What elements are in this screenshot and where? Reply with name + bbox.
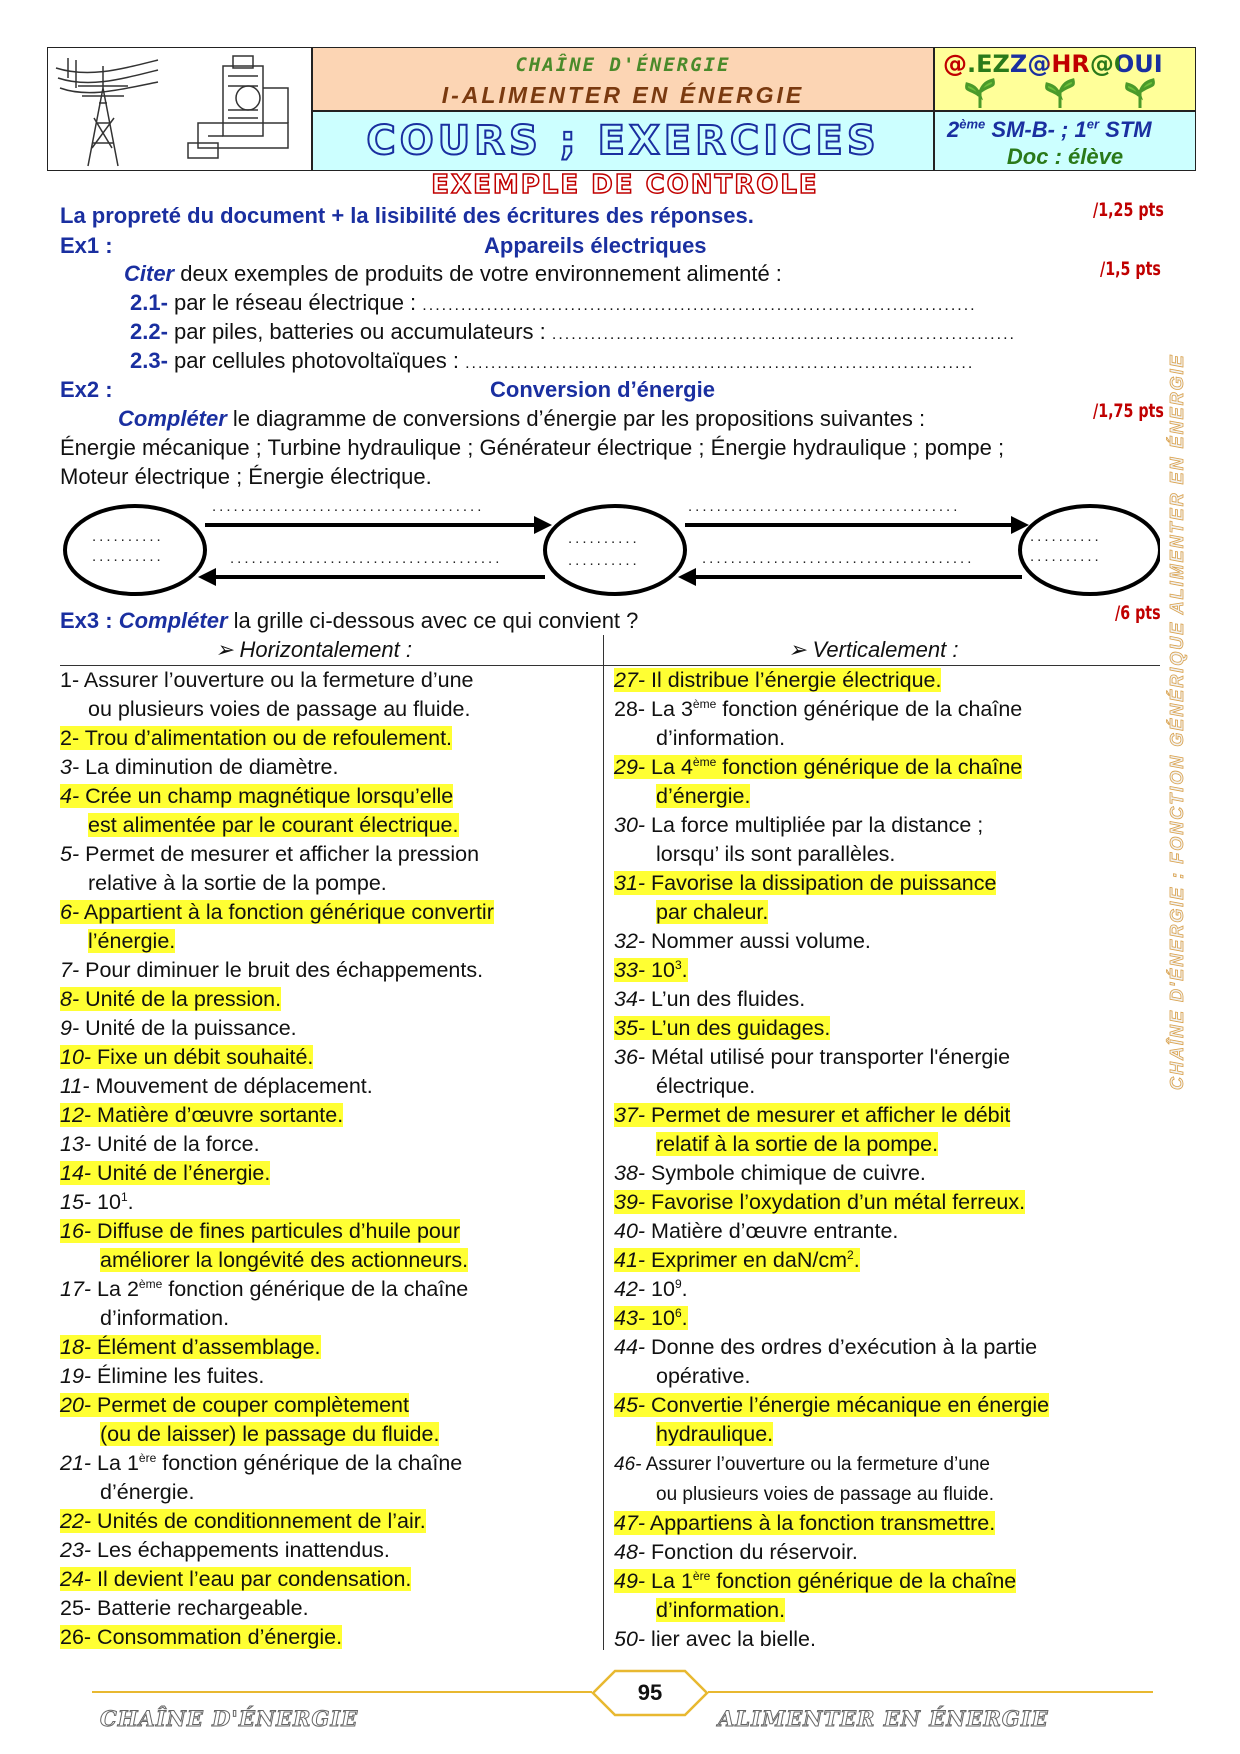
clue-text: Fonction du réservoir. xyxy=(645,1540,858,1564)
clue-number: 36- xyxy=(614,1045,646,1069)
clue-number: 16- xyxy=(60,1219,92,1243)
clue-item xyxy=(614,1188,1159,1217)
clue-superscript: 2 xyxy=(847,1247,854,1262)
clue-text-continued: électrique. xyxy=(656,1074,756,1098)
clue-item xyxy=(60,898,600,956)
clue-text: Il distribue l’énergie électrique. xyxy=(645,668,942,692)
doc-type: Doc : élève xyxy=(1006,144,1124,169)
clue-number: 41- xyxy=(614,1248,646,1272)
clue-text: Mouvement de déplacement. xyxy=(89,1074,373,1098)
header-illustration xyxy=(47,47,312,171)
clue-text-tail: . xyxy=(681,958,688,982)
clue-text-continued: d’énergie. xyxy=(656,784,751,808)
header-banner: COURS ; EXERCICES xyxy=(366,118,880,164)
clue-number: 26- xyxy=(60,1625,92,1649)
clue-item xyxy=(614,1304,1159,1333)
clue-number: 18- xyxy=(60,1335,92,1359)
clue-text: Consommation d’énergie. xyxy=(91,1625,343,1649)
clue-superscript: ème xyxy=(692,754,717,769)
footer-rule-right xyxy=(708,1691,1153,1693)
clue-text-tail: fonction générique de la chaîne xyxy=(716,755,1023,779)
ex2-propositions-1: Énergie mécanique ; Turbine hydraulique ; Générateur électrique ; Énergie hydraulique ; pompe ; xyxy=(60,435,1005,460)
clue-text: lier avec la bielle. xyxy=(645,1627,816,1651)
clue-number: 43- xyxy=(614,1306,646,1330)
clue-text-tail: . xyxy=(853,1248,860,1272)
answer-field[interactable]: ........................................................................ xyxy=(551,326,1016,343)
clue-text-continued: améliorer la longévité des actionneurs. xyxy=(100,1248,469,1272)
answer-field[interactable]: ...................................................................................... xyxy=(422,297,977,314)
clue-text-continued: relative à la sortie de la pompe. xyxy=(88,871,387,895)
clue-item xyxy=(60,1188,600,1217)
clue-number: 49- xyxy=(614,1569,646,1593)
clue-text: Assurer l’ouverture ou la fermeture d’une xyxy=(79,668,474,692)
answer-field[interactable]: ...................................... xyxy=(702,550,975,567)
clue-number: 25- xyxy=(60,1596,92,1620)
clue-text: Permet de couper complètement xyxy=(91,1393,409,1417)
clue-number: 19- xyxy=(60,1364,92,1388)
clue-number: 33- xyxy=(614,958,646,982)
clue-text-continued: relatif à la sortie de la pompe. xyxy=(656,1132,939,1156)
clue-text: Favorise la dissipation de puissance xyxy=(645,871,997,895)
clue-number: 20- xyxy=(60,1393,92,1417)
clue-superscript: 6 xyxy=(674,1305,682,1320)
clue-text-continued: d’information. xyxy=(656,1598,786,1622)
clue-text-continued: ou plusieurs voies de passage au fluide. xyxy=(656,1484,995,1505)
clue-number: 38- xyxy=(614,1161,646,1185)
ex3-points: /6 pts xyxy=(1115,602,1161,624)
clue-number: 30- xyxy=(614,813,646,837)
clue-number: 23- xyxy=(60,1538,92,1562)
clue-superscript: ème xyxy=(692,696,717,711)
clue-text: Élimine les fuites. xyxy=(91,1364,265,1388)
pylon-and-pump-illustration xyxy=(48,48,311,170)
clue-text-continued: d’énergie. xyxy=(100,1480,195,1504)
clue-superscript: ème xyxy=(138,1276,163,1291)
clue-text: Exprimer en daN/cm xyxy=(645,1248,847,1272)
clue-text: Les échappements inattendus. xyxy=(91,1538,390,1562)
answer-field[interactable]: .......... xyxy=(568,530,640,547)
header-author-cell xyxy=(934,47,1196,111)
answer-field[interactable]: ............................................................................... xyxy=(465,355,975,372)
clue-text: Unité de la puissance. xyxy=(79,1016,297,1040)
clue-number: 48- xyxy=(614,1540,646,1564)
clue-text-tail: . xyxy=(681,1306,688,1330)
ex1-item-3: 2.3- par cellules photovoltaïques : ............................................................................... xyxy=(130,348,975,373)
clue-item xyxy=(614,1217,1159,1246)
clue-number: 1- xyxy=(60,668,80,692)
ex2-points: /1,75 pts xyxy=(1093,400,1164,422)
clue-superscript: 1 xyxy=(120,1189,128,1204)
clue-text-tail: . xyxy=(681,1277,688,1301)
clue-item xyxy=(60,1536,600,1565)
clue-text: Favorise l’oxydation d’un métal ferreux. xyxy=(645,1190,1026,1214)
clue-item xyxy=(60,1391,600,1449)
clue-text-tail: . xyxy=(127,1190,134,1214)
clue-text-continued: ou plusieurs voies de passage au fluide. xyxy=(88,697,471,721)
clue-text-continued: est alimentée par le courant électrique. xyxy=(88,813,459,837)
clue-text: Trou d’alimentation ou de refoulement. xyxy=(79,726,453,750)
clue-text-continued: d’information. xyxy=(656,726,786,750)
author-logo xyxy=(943,50,1163,78)
clue-item xyxy=(60,1217,600,1275)
clue-number: 50- xyxy=(614,1627,646,1651)
section-title: EXEMPLE DE CONTROLE xyxy=(431,170,819,200)
horizontal-clues xyxy=(60,666,600,1652)
clue-text-continued: l’énergie. xyxy=(88,929,176,953)
clue-superscript: 3 xyxy=(674,957,682,972)
clue-item xyxy=(614,1159,1159,1188)
header-banner-cell xyxy=(312,111,934,171)
clue-item xyxy=(60,1101,600,1130)
clue-text-continued: d’information. xyxy=(100,1306,230,1330)
clue-text-tail: fonction générique de la chaîne xyxy=(156,1451,463,1475)
clue-item xyxy=(614,985,1159,1014)
clue-number: 35- xyxy=(614,1016,646,1040)
clue-number: 39- xyxy=(614,1190,646,1214)
clue-text-tail: fonction générique de la chaîne xyxy=(716,697,1023,721)
clue-item xyxy=(60,956,600,985)
clue-number: 11- xyxy=(60,1074,90,1098)
clue-number: 47- xyxy=(614,1511,646,1535)
clue-text: La force multipliée par la distance ; xyxy=(645,813,984,837)
horizontal-title: ➢ Horizontalement : xyxy=(215,637,412,662)
clue-text: Il devient l’eau par condensation. xyxy=(91,1567,412,1591)
clue-item xyxy=(614,1333,1159,1391)
answer-field[interactable]: ...................................... xyxy=(230,550,503,567)
clue-number: 22- xyxy=(60,1509,92,1533)
clue-number: 31- xyxy=(614,871,646,895)
clue-item xyxy=(60,1362,600,1391)
clue-number: 14- xyxy=(60,1161,92,1185)
clue-text: L’un des guidages. xyxy=(645,1016,831,1040)
clue-item xyxy=(614,956,1159,985)
ex1-instruction: Citer deux exemples de produits de votre environnement alimenté : xyxy=(124,261,782,286)
grid-column-divider xyxy=(603,635,604,1650)
clue-item xyxy=(614,1101,1159,1159)
answer-field[interactable]: .......... xyxy=(1030,548,1102,565)
clue-text: La 1 xyxy=(645,1569,693,1593)
ex2-title: Conversion d’énergie xyxy=(490,377,715,402)
clue-text-continued: lorsqu’ ils sont parallèles. xyxy=(656,842,896,866)
clue-number: 7- xyxy=(60,958,80,982)
answer-field[interactable]: ...................................... xyxy=(688,498,961,515)
clue-superscript: ère xyxy=(138,1450,157,1465)
clue-item xyxy=(60,782,600,840)
clue-item xyxy=(614,1043,1159,1101)
clue-text: Métal utilisé pour transporter l'énergie xyxy=(645,1045,1011,1069)
clue-item xyxy=(60,666,600,724)
clue-item xyxy=(60,1623,600,1652)
clue-text-tail: fonction générique de la chaîne xyxy=(162,1277,469,1301)
clue-item xyxy=(60,1594,600,1623)
clue-text: La 2 xyxy=(91,1277,139,1301)
clue-text: Donne des ordres d’exécution à la partie xyxy=(645,1335,1038,1359)
clue-number: 46- xyxy=(614,1454,642,1475)
answer-field[interactable]: .......... xyxy=(92,528,164,545)
footer-right: ALIMENTER EN ÉNERGIE xyxy=(718,1706,1049,1731)
vertical-clues xyxy=(614,666,1159,1654)
clue-number: 24- xyxy=(60,1567,92,1591)
clue-item xyxy=(60,1159,600,1188)
clue-number: 6- xyxy=(60,900,80,924)
clue-text: Appartiens à la fonction transmettre. xyxy=(645,1511,996,1535)
header-chapter: CHAÎNE D'ÉNERGIE xyxy=(515,54,731,76)
page-number: 95 xyxy=(637,1680,663,1705)
clue-text: Unité de la pression. xyxy=(79,987,282,1011)
answer-field[interactable]: .......... xyxy=(92,548,164,565)
clue-item xyxy=(60,1072,600,1101)
clue-text: La diminution de diamètre. xyxy=(79,755,339,779)
clue-item xyxy=(614,1625,1159,1654)
clue-item xyxy=(614,1509,1159,1538)
clue-item xyxy=(60,1333,600,1362)
class-level: 2ème SM-B- ; 1er STM xyxy=(947,116,1152,142)
clue-text: Nommer aussi volume. xyxy=(645,929,871,953)
ex1-points: /1,5 pts xyxy=(1100,258,1161,280)
clue-text: Diffuse de fines particules d’huile pour xyxy=(91,1219,460,1243)
clue-item xyxy=(60,1565,600,1594)
clue-item xyxy=(614,1567,1159,1625)
clue-number: 32- xyxy=(614,929,646,953)
clue-text: Fixe un débit souhaité. xyxy=(91,1045,314,1069)
clue-number: 34- xyxy=(614,987,646,1011)
clue-item xyxy=(60,1130,600,1159)
clue-item xyxy=(614,927,1159,956)
clue-superscript: 9 xyxy=(674,1276,682,1291)
clue-item xyxy=(60,753,600,782)
clue-text: Unités de conditionnement de l’air. xyxy=(91,1509,426,1533)
clue-text-continued: opérative. xyxy=(656,1364,751,1388)
clue-item xyxy=(614,1391,1159,1449)
clue-number: 4- xyxy=(60,784,80,808)
clue-number: 45- xyxy=(614,1393,646,1417)
flower-icons xyxy=(945,78,1185,110)
ex1-item-1: 2.1- par le réseau électrique : ...................................................................................... xyxy=(130,290,977,315)
clue-text: La 4 xyxy=(645,755,693,779)
clue-text: 10 xyxy=(645,1306,675,1330)
clue-text: Convertie l’énergie mécanique en énergie xyxy=(645,1393,1050,1417)
answer-field[interactable]: .......... xyxy=(568,552,640,569)
clue-text: 10 xyxy=(91,1190,121,1214)
clue-number: 9- xyxy=(60,1016,80,1040)
clue-text: Unité de l’énergie. xyxy=(91,1161,271,1185)
clue-item xyxy=(614,869,1159,927)
clue-text: Assurer l’ouverture ou la fermeture d’une xyxy=(641,1454,990,1475)
header-subtitle: I-ALIMENTER EN ÉNERGIE xyxy=(441,82,805,108)
clue-item xyxy=(60,840,600,898)
clue-text-continued: hydraulique. xyxy=(656,1422,774,1446)
ex2-instruction: Compléter le diagramme de conversions d’énergie par les propositions suivantes : xyxy=(118,406,926,431)
clue-text-continued: (ou de laisser) le passage du fluide. xyxy=(100,1422,440,1446)
clue-item xyxy=(60,1275,600,1333)
clue-number: 44- xyxy=(614,1335,646,1359)
header-chapter-cell xyxy=(312,47,934,111)
clue-item xyxy=(60,1449,600,1507)
clue-number: 15- xyxy=(60,1190,92,1214)
ex1-title: Appareils électriques xyxy=(484,233,707,258)
vertical-title: ➢ Verticalement : xyxy=(788,637,959,662)
clue-number: 5- xyxy=(60,842,80,866)
clue-text: 10 xyxy=(645,958,675,982)
clue-item xyxy=(614,666,1159,695)
clue-text: La 1 xyxy=(91,1451,139,1475)
clue-text-continued: par chaleur. xyxy=(656,900,769,924)
clue-number: 40- xyxy=(614,1219,646,1243)
side-text: CHAÎNE D'ÉNERGIE : FONCTION GÉNÉRIQUE ALIMENTER EN ÉNERGIE xyxy=(1167,353,1187,1090)
clue-item xyxy=(614,811,1159,869)
clue-item xyxy=(60,724,600,753)
answer-field[interactable]: ...................................... xyxy=(212,498,485,515)
clue-number: 42- xyxy=(614,1277,646,1301)
clue-text-tail: fonction générique de la chaîne xyxy=(710,1569,1017,1593)
ex1-label: Ex1 : xyxy=(60,233,113,258)
author-name: @.EZZ@HR@OUI xyxy=(943,50,1163,78)
diagram-node-middle xyxy=(545,506,685,594)
answer-field[interactable]: .......... xyxy=(1030,528,1102,545)
clue-item xyxy=(60,1507,600,1536)
clue-number: 37- xyxy=(614,1103,646,1127)
clue-item xyxy=(614,1275,1159,1304)
intro-text: La propreté du document + la lisibilité des écritures des réponses. xyxy=(60,203,754,228)
clue-text: Pour diminuer le bruit des échappements. xyxy=(79,958,484,982)
clue-item xyxy=(614,1538,1159,1567)
footer-rule-left xyxy=(92,1691,592,1693)
clue-number: 21- xyxy=(60,1451,92,1475)
clue-text: Batterie rechargeable. xyxy=(91,1596,309,1620)
clue-text: Permet de mesurer et afficher la pression xyxy=(79,842,480,866)
clue-number: 27- xyxy=(614,668,646,692)
ex2-propositions-2: Moteur électrique ; Énergie électrique. xyxy=(60,464,432,489)
clue-number: 10- xyxy=(60,1045,92,1069)
clue-item xyxy=(60,1043,600,1072)
clue-number: 8- xyxy=(60,987,80,1011)
clue-text: Appartient à la fonction générique convertir xyxy=(79,900,494,924)
clue-text: La 3 xyxy=(645,697,693,721)
clue-item xyxy=(60,985,600,1014)
ex1-item-2: 2.2- par piles, batteries ou accumulateurs : ........................................................................ xyxy=(130,319,1016,344)
ex3-instruction: Ex3 : Compléter la grille ci-dessous avec ce qui convient ? xyxy=(60,608,639,633)
clue-item xyxy=(614,1449,1159,1509)
clue-text: Symbole chimique de cuivre. xyxy=(645,1161,926,1185)
clue-item xyxy=(60,1014,600,1043)
clue-text: L’un des fluides. xyxy=(645,987,806,1011)
clue-item xyxy=(614,695,1159,753)
clue-item xyxy=(614,1246,1159,1275)
clue-superscript: ère xyxy=(692,1568,711,1583)
clue-item xyxy=(614,1014,1159,1043)
ex2-label: Ex2 : xyxy=(60,377,113,402)
clue-number: 29- xyxy=(614,755,646,779)
intro-points: /1,25 pts xyxy=(1093,199,1164,221)
clue-number: 12- xyxy=(60,1103,92,1127)
clue-item xyxy=(614,753,1159,811)
clue-text: Élément d’assemblage. xyxy=(91,1335,321,1359)
clue-number: 28- xyxy=(614,697,646,721)
clue-number: 17- xyxy=(60,1277,92,1301)
clue-text: Unité de la force. xyxy=(91,1132,260,1156)
clue-number: 2- xyxy=(60,726,80,750)
clue-number: 3- xyxy=(60,755,80,779)
clue-text: Matière d’œuvre sortante. xyxy=(91,1103,344,1127)
footer-left: CHAÎNE D'ÉNERGIE xyxy=(100,1706,359,1731)
clue-text: Crée un champ magnétique lorsqu’elle xyxy=(79,784,454,808)
clue-text: Matière d’œuvre entrante. xyxy=(645,1219,899,1243)
clue-text: 10 xyxy=(645,1277,675,1301)
clue-text: Permet de mesurer et afficher le débit xyxy=(645,1103,1011,1127)
header-class-cell xyxy=(934,111,1196,171)
clue-number: 13- xyxy=(60,1132,92,1156)
